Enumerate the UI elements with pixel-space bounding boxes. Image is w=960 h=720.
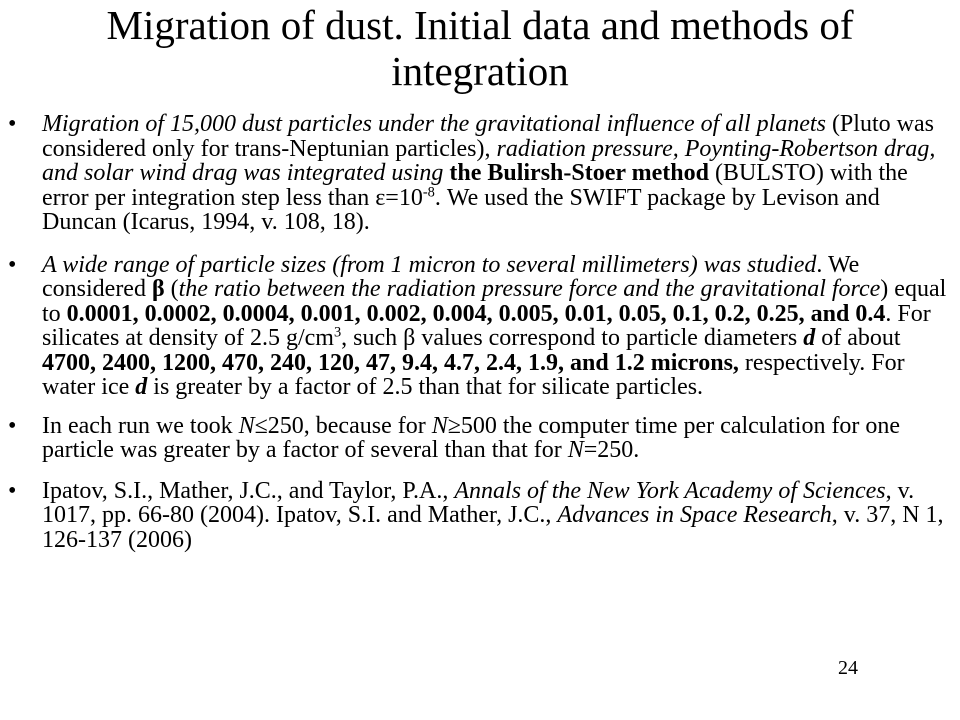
- slide-number: 24: [838, 657, 858, 679]
- bullet2-part1: A wide range of particle sizes (from 1 micron to several millimeters) was studied: [42, 251, 817, 278]
- bullet2-part4: (: [164, 276, 179, 302]
- bullet1-part3: radiation pressure, Poynting-Robertson drag, and solar wind drag was integrated using: [42, 135, 936, 186]
- bullet1-part5: the Bulirsh-Stoer method: [449, 160, 709, 186]
- bullet3-part5: ≥500 the computer time per calculation for one particle was greater by a factor of several than that for: [42, 412, 901, 463]
- bullet-particle-sizes: [0, 253, 960, 400]
- ref-journal-2: Advances in Space Research: [557, 502, 832, 528]
- bullet2-diameters: 4700, 2400, 1200, 470, 240, 120, 47, 9.4, 4.7, 2.4, 1.9, and 1.2 microns,: [42, 349, 739, 376]
- bullet2-exponent: 3: [333, 324, 342, 341]
- bullet-run-size: [0, 414, 960, 463]
- ref-part5: , v. 37, N 1, 126-137 (2006): [42, 502, 944, 553]
- bullet-dust-migration: [0, 112, 960, 235]
- bullet1-part2: (Pluto was considered only for trans-Neptunian particles),: [42, 111, 934, 162]
- bullet3-n-2: N: [431, 412, 448, 439]
- bullet1-exponent: -8: [422, 183, 435, 200]
- bullet1-part8: . We used the SWIFT package by Levison and Duncan (Icarus, 1994, v. 108, 18).: [42, 184, 880, 235]
- bullet2-d-symbol-2: d: [135, 374, 148, 400]
- bullet3-n-3: N: [567, 437, 584, 463]
- bullet2-part14: respectively. For water ice: [42, 349, 905, 400]
- bullet2-part10: , such β values correspond to particle diameters: [341, 325, 804, 351]
- ref-part1: Ipatov, S.I., Mather, J.C., and Taylor, P.A.,: [42, 477, 455, 504]
- bullet2-part2: . We considered: [42, 251, 860, 302]
- bullet1-part6: (BULSTO) with the error per integration step less than ε=10: [42, 160, 908, 211]
- ref-part3: , v. 1017, pp. 66-80 (2004). Ipatov, S.I. and Mather, J.C.,: [42, 477, 915, 528]
- bullet3-n-1: N: [238, 412, 255, 439]
- bullet1-part1: Migration of 15,000 dust particles under the gravitational influence of all planets: [42, 111, 826, 137]
- bullet-references: [0, 479, 960, 553]
- bullet2-beta-values: 0.0001, 0.0002, 0.0004, 0.001, 0.002, 0.004, 0.005, 0.01, 0.05, 0.1, 0.2, 0.25, and 0.4: [66, 300, 886, 327]
- bullet2-d-symbol: d: [803, 325, 816, 351]
- slide-title: Migration of dust. Initial data and methods of integration: [106, 2, 854, 94]
- bullet3-part3: ≤250, because for: [254, 412, 432, 439]
- bullet2-part12: of about: [815, 325, 901, 351]
- ref-journal-1: Annals of the New York Academy of Sciences: [454, 477, 886, 504]
- bullet2-part16: is greater by a factor of 2.5 than that for silicate particles.: [147, 374, 704, 400]
- bullet3-part7: =250.: [583, 437, 640, 463]
- bullet2-part5: the ratio between the radiation pressure force and the gravitational force: [178, 276, 881, 302]
- bullet2-part8: . For silicates at density of 2.5 g/cm: [42, 300, 931, 351]
- bullet-list: [0, 112, 960, 552]
- bullet2-part3: β: [151, 276, 165, 302]
- bullet3-part1: In each run we took: [42, 412, 239, 439]
- bullet2-part6: ) equal to: [42, 276, 947, 327]
